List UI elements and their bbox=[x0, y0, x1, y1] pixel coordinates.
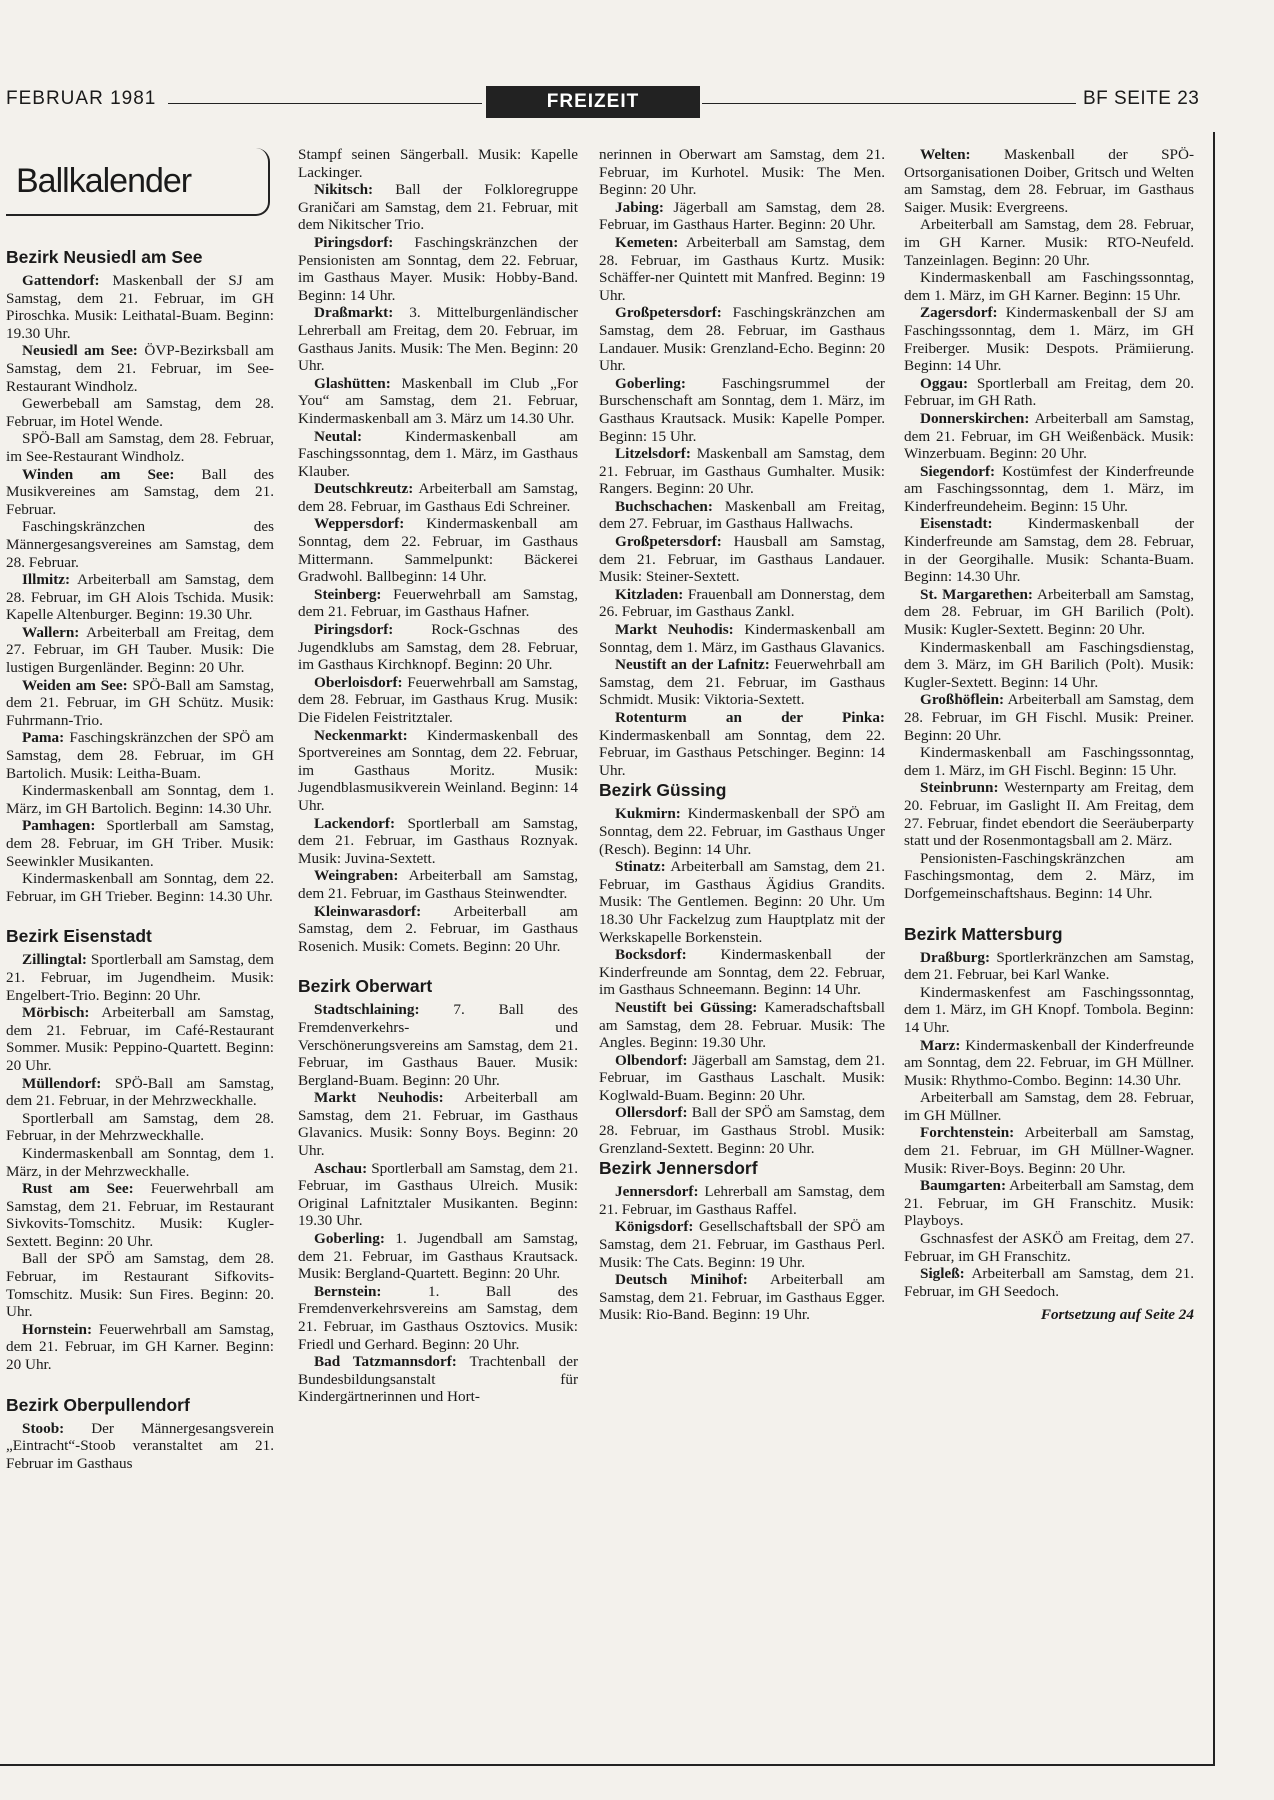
event-details: Kindermaskenfest am Faschingssonntag, dem 1. März, im GH Knopf. Tombola. Beginn: 14 Uhr. bbox=[904, 983, 1194, 1036]
event-details: ÖVP-Bezirksball am Samstag, dem 21. Februar, im See-Restaurant Windholz. bbox=[6, 342, 274, 395]
event-details: Arbeiterball am Samstag, dem 28. Februar, im GH Karner. Musik: RTO-Neufeld. Tanzeinlagen. Beginn: 20 Uhr. bbox=[904, 216, 1194, 269]
event-place: Bernstein: bbox=[314, 1282, 382, 1300]
event-place: Mörbisch: bbox=[22, 1004, 90, 1022]
event-details: Gewerbeball am Samstag, dem 28. Februar, im Hotel Wende. bbox=[6, 395, 274, 430]
event-entry bbox=[298, 586, 578, 621]
column-4 bbox=[904, 146, 1194, 1324]
event-place: Rust am See: bbox=[22, 1180, 134, 1198]
event-place: Aschau: bbox=[314, 1159, 368, 1177]
event-details: Der Männergesangsverein „Eintracht“-Stoob veranstaltet am 21. Februar im Gasthaus bbox=[6, 1419, 274, 1472]
event-details: SPÖ-Ball am Samstag, dem 21. Februar, im GH Schütz. Musik: Fuhrmann-Trio. bbox=[6, 676, 274, 729]
event-place: Weiden am See: bbox=[22, 676, 128, 694]
event-details: Arbeiterball am Samstag, dem 28. Februar, im GH Fischl. Musik: Preiner. Beginn: 20 Uhr. bbox=[904, 691, 1194, 744]
event-place: Stinatz: bbox=[615, 858, 666, 876]
event-details: nerinnen in Oberwart am Samstag, dem 21. Februar, im Kurhotel. Musik: The Men. Beginn: 20 Uhr. bbox=[599, 146, 885, 199]
event-place: Weingraben: bbox=[314, 867, 399, 885]
event-place: Wallern: bbox=[22, 623, 80, 641]
event-details: Kindermaskenball am Sonntag, dem 22. Februar, im GH Trieber. Beginn: 14.30 Uhr. bbox=[6, 870, 274, 905]
event-place: Winden am See: bbox=[22, 465, 175, 483]
event-entry bbox=[599, 586, 885, 621]
event-place: Goberling: bbox=[314, 1230, 385, 1248]
event-entry bbox=[6, 624, 274, 677]
event-entry bbox=[298, 621, 578, 674]
event-place: Zagersdorf: bbox=[920, 304, 998, 322]
event-details: Gschnasfest der ASKÖ am Freitag, dem 27. Februar, im GH Franschitz. bbox=[904, 1230, 1194, 1265]
event-entry bbox=[599, 533, 885, 586]
event-entry bbox=[6, 817, 274, 870]
event-place: Bocksdorf: bbox=[615, 946, 687, 964]
event-details: Sportlerkränzchen am Samstag, dem 21. Februar, bei Karl Wanke. bbox=[904, 948, 1194, 984]
event-details: Arbeiterball am Samstag, dem 21. Februar, im GH Seedoch. bbox=[904, 1265, 1194, 1300]
event-details: Sportlerball am Samstag, dem 21. Februar, im Gasthaus Ulreich. Musik: Original Lafnitztaler Musikanten. Beginn: 19.30 Uhr. bbox=[298, 1159, 578, 1230]
event-place: Goberling: bbox=[615, 374, 686, 392]
event-details: Kindermaskenball am Faschingssonntag, dem 1. März, im GH Karner. Beginn: 15 Uhr. bbox=[904, 269, 1194, 304]
event-entry bbox=[599, 656, 885, 709]
event-details: Kindermaskenball am Sonntag, dem 22. Februar, im Gasthaus Mittermann. Sammelpunkt: Bäckerei Gradwohl. Ballbeginn: 14 Uhr. bbox=[298, 515, 578, 586]
event-place: Steinberg: bbox=[314, 585, 382, 603]
event-details: Sportlerball am Samstag, dem 21. Februar, im Gasthaus Roznyak. Musik: Juvina-Sextett. bbox=[298, 814, 578, 867]
event-entry bbox=[599, 498, 885, 533]
event-entry bbox=[904, 1037, 1194, 1090]
event-details: Arbeiterball am Freitag, dem 27. Februar, im GH Tauber. Musik: Die lustigen Burgenländer. Beginn: 20 Uhr. bbox=[6, 623, 274, 677]
event-entry bbox=[599, 375, 885, 445]
event-entry bbox=[904, 1265, 1194, 1300]
event-details: Ball der SPÖ am Samstag, dem 28. Februar, im Gasthaus Strobl. Musik: Grenzland-Sextett. Beginn: 20 Uhr. bbox=[599, 1104, 885, 1157]
event-place: Hornstein: bbox=[22, 1320, 93, 1338]
event-place: Kemeten: bbox=[615, 233, 679, 251]
event-place: Sigleß: bbox=[920, 1265, 965, 1283]
event-entry bbox=[6, 1145, 274, 1180]
event-place: Oberloisdorf: bbox=[314, 673, 403, 691]
district-heading: Bezirk Jennersdorf bbox=[599, 1158, 758, 1179]
event-details: Pensionisten-Faschingskränzchen am Faschingsmontag, dem 2. März, im Dorfgemeinschaftshaus. Beginn: 14 Uhr. bbox=[904, 849, 1194, 902]
event-details: Faschingsrummel der Burschenschaft am Sonntag, dem 1. März, im Gasthaus Krautsack. Musik: Kapelle Pomper. Beginn: 15 Uhr. bbox=[599, 374, 885, 445]
event-entry bbox=[599, 445, 885, 498]
event-entry bbox=[904, 216, 1194, 269]
event-place: Forchtenstein: bbox=[920, 1124, 1015, 1142]
event-place: Olbendorf: bbox=[615, 1051, 688, 1069]
event-details: 1. Ball des Fremdenverkehrsvereins am Samstag, dem 21. Februar, im Gasthaus Osztovics. Musik: Friedl und Gerhard. Beginn: 20 Uhr. bbox=[298, 1282, 578, 1353]
event-place: Nikitsch: bbox=[314, 181, 374, 199]
event-place: Draßmarkt: bbox=[314, 304, 394, 322]
event-entry bbox=[298, 375, 578, 428]
event-place: Deutsch Minihof: bbox=[615, 1271, 748, 1289]
event-details: Maskenball am Samstag, dem 21. Februar, im Gasthaus Gumhalter. Musik: Rangers. Beginn: 20 Uhr. bbox=[599, 445, 885, 498]
event-place: Kitzladen: bbox=[615, 585, 684, 603]
event-entry bbox=[298, 1353, 578, 1406]
event-entry bbox=[599, 946, 885, 999]
event-entry bbox=[6, 1321, 274, 1374]
event-place: Deutschkreutz: bbox=[314, 480, 414, 498]
event-details: Kindermaskenball der Kinderfreunde am Sonntag, dem 22. Februar, im GH Müllner. Musik: Rhythmo-Combo. Beginn: 14.30 Uhr. bbox=[904, 1036, 1194, 1089]
event-entry bbox=[298, 304, 578, 374]
event-place: Weppersdorf: bbox=[314, 515, 405, 533]
event-entry bbox=[298, 181, 578, 234]
event-details: Maskenball im Club „For You“ am Samstag, dem 21. Februar, Kindermaskenball am 3. März um 14.30 Uhr. bbox=[298, 374, 578, 427]
event-details: Arbeiterball am Samstag, dem 2. Februar, im Gasthaus Rosenich. Musik: Comets. Beginn: 20 Uhr. bbox=[298, 902, 578, 955]
event-entry bbox=[904, 586, 1194, 639]
event-entry bbox=[6, 677, 274, 730]
event-entry bbox=[599, 999, 885, 1052]
event-details: Faschingskränzchen des Männergesangsvereines am Samstag, dem 28. Februar. bbox=[6, 518, 274, 571]
event-details: Kostümfest der Kinderfreunde am Faschingssonntag, dem 1. März, im Kinderfreundeheim. Beginn: 15 Uhr. bbox=[904, 462, 1194, 515]
event-place: Steinbrunn: bbox=[920, 779, 999, 797]
event-details: Trachtenball der Bundesbildungsanstalt für Kindergärtnerinnen und Hort- bbox=[298, 1353, 578, 1406]
column-1 bbox=[6, 246, 274, 1472]
event-details: Arbeiterball am Samstag, dem 21. Februar, im Gasthaus Egger. Musik: Rio-Band. Beginn: 19 Uhr. bbox=[599, 1271, 885, 1324]
event-details: Arbeiterball am Samstag, dem 21. Februar, im Gasthaus Steinwendter. bbox=[298, 867, 578, 902]
event-details: Sportlerball am Samstag, dem 28. Februar, im GH Triber. Musik: Seewinkler Musikanten. bbox=[6, 817, 274, 870]
event-entry bbox=[298, 234, 578, 304]
event-place: Glashütten: bbox=[314, 374, 391, 392]
event-place: Jabing: bbox=[615, 198, 664, 216]
event-entry bbox=[298, 1160, 578, 1230]
event-details: Arbeiterball am Samstag, dem 21. Februar, im GH Weißenbäck. Musik: Winzerbuam. Beginn: 20 Uhr. bbox=[904, 409, 1194, 463]
event-entry bbox=[904, 304, 1194, 374]
event-place: Ollersdorf: bbox=[615, 1104, 688, 1122]
district-heading: Bezirk Güssing bbox=[599, 780, 727, 801]
event-entry bbox=[6, 1075, 274, 1110]
event-entry bbox=[298, 815, 578, 868]
event-entry bbox=[904, 850, 1194, 903]
event-details: Kameradschaftsball am Samstag, dem 28. Februar. Musik: The Angles. Beginn: 19.30 Uhr. bbox=[599, 998, 886, 1052]
event-place: Pamhagen: bbox=[22, 817, 96, 835]
event-entry bbox=[298, 727, 578, 815]
event-details: Ball der SPÖ am Samstag, dem 28. Februar, im Restaurant Sifkovits-Tomschitz. Musik: Sun Fires. Beginn: 20. Uhr. bbox=[6, 1250, 274, 1321]
event-details: Stampf seinen Sängerball. Musik: Kapelle Lackinger. bbox=[298, 146, 578, 181]
event-details: Arbeiterball am Samstag, dem 28. Februar, im GH Alois Tschida. Musik: Kapelle Altenburger. Beginn: 19.30 Uhr. bbox=[6, 571, 274, 624]
spacer bbox=[904, 903, 1194, 923]
event-entry bbox=[599, 199, 885, 234]
event-entry bbox=[904, 1124, 1194, 1177]
event-details: SPÖ-Ball am Samstag, dem 21. Februar, in der Mehrzweckhalle. bbox=[6, 1074, 274, 1110]
event-place: Bad Tatzmannsdorf: bbox=[314, 1353, 457, 1371]
event-entry bbox=[298, 480, 578, 515]
event-place: Draßburg: bbox=[920, 948, 991, 966]
event-entry bbox=[904, 949, 1194, 984]
event-place: Neustift an der Lafnitz: bbox=[615, 656, 770, 674]
event-details: Ball der Folkloregruppe Graničari am Samstag, dem 21. Februar, mit dem Nikitscher Trio. bbox=[298, 181, 578, 234]
event-place: Baumgarten: bbox=[920, 1177, 1007, 1195]
column-3 bbox=[599, 146, 885, 1324]
header-rule-left bbox=[168, 103, 482, 104]
event-details: 1. Jugendball am Samstag, dem 21. Februar, im Gasthaus Krautsack. Musik: Bergland-Quartett. Beginn: 20 Uhr. bbox=[298, 1230, 578, 1283]
event-entry bbox=[599, 304, 885, 374]
event-entry bbox=[599, 805, 885, 858]
event-details: Faschingskränzchen der Pensionisten am Sonntag, dem 22. Februar, im Gasthaus Mayer. Musik: Hobby-Band. Beginn: 14 Uhr. bbox=[298, 233, 578, 304]
event-entry bbox=[904, 463, 1194, 516]
column-2 bbox=[298, 146, 578, 1406]
event-place: Stadtschlaining: bbox=[314, 1001, 420, 1019]
article-title-box bbox=[6, 148, 268, 218]
event-entry bbox=[904, 1089, 1194, 1124]
event-entry bbox=[6, 272, 274, 342]
event-entry bbox=[6, 430, 274, 465]
event-details: Frauenball am Donnerstag, dem 26. Februar, im Gasthaus Zankl. bbox=[599, 585, 885, 621]
event-entry bbox=[6, 342, 274, 395]
event-details: Jägerball am Samstag, dem 28. Februar, im Gasthaus Harter. Beginn: 20 Uhr. bbox=[599, 198, 885, 234]
event-entry bbox=[904, 1177, 1194, 1230]
spacer bbox=[6, 1374, 274, 1394]
event-details: Faschingskränzchen der SPÖ am Samstag, dem 28. Februar, im GH Bartolich. Musik: Leitha-Buam. bbox=[6, 729, 274, 782]
event-entry bbox=[599, 858, 885, 946]
event-details: Rock-Gschnas des Jugendklubs am Samstag, dem 28. Februar, im Gasthaus Kirchknopf. Beginn: 20 Uhr. bbox=[298, 621, 578, 674]
event-details: Kindermaskenball der Kinderfreunde am Sonntag, dem 22. Februar, im Gasthaus Schneemann. Beginn: 14 Uhr. bbox=[599, 946, 885, 999]
event-details: Sportlerball am Samstag, dem 28. Februar, in der Mehrzweckhalle. bbox=[6, 1109, 274, 1145]
event-details: 3. Mittelburgenländischer Lehrerball am Freitag, dem 20. Februar, im Gasthaus Janits. Musik: The Men. Beginn: 20 Uhr. bbox=[298, 304, 578, 375]
event-details: Kindermaskenball der SJ am Faschingssonntag, dem 1. März, im GH Freiberger. Musik: Despots. Prämiierung. Beginn: 14 Uhr. bbox=[904, 304, 1194, 375]
event-place: Gattendorf: bbox=[22, 272, 100, 289]
event-entry bbox=[298, 146, 578, 181]
event-place: Buchschachen: bbox=[615, 497, 713, 515]
event-entry bbox=[6, 1420, 274, 1473]
event-details: Kindermaskenball der Kinderfreunde am Samstag, dem 28. Februar, in der Georgihalle. Musik: Schanta-Buam. Beginn: 14.30 Uhr. bbox=[904, 515, 1194, 586]
event-place: Siegendorf: bbox=[920, 462, 996, 480]
event-place: Neusiedl am See: bbox=[22, 342, 138, 360]
event-details: Jägerball am Samstag, dem 21. Februar, im Gasthaus Laschalt. Musik: Koglwald-Buam. Beginn: 20 Uhr. bbox=[599, 1051, 885, 1104]
event-place: Donnerskirchen: bbox=[920, 409, 1030, 427]
event-details: Feuerwehrball am Samstag, dem 21. Februar, im GH Karner. Beginn: 20 Uhr. bbox=[6, 1320, 274, 1374]
event-details: Westernparty am Freitag, dem 20. Februar, im Gaslight II. Am Freitag, dem 27. Februar, findet ebendort die Seeräuberparty statt und der Rosenmontagsball am 2. März. bbox=[904, 779, 1194, 850]
event-place: Pama: bbox=[22, 729, 65, 747]
event-details: Lehrerball am Samstag, dem 21. Februar, im Gasthaus Raffel. bbox=[599, 1183, 885, 1218]
event-entry bbox=[599, 234, 885, 304]
event-details: Feuerwehrball am Samstag, dem 21. Februar, im Restaurant Sivkovits-Tomschitz. Musik: Kugler-Sextett. Beginn: 20 Uhr. bbox=[6, 1180, 274, 1250]
event-details: Kindermaskenball am Sonntag, dem 1. März, im GH Bartolich. Beginn: 14.30 Uhr. bbox=[6, 782, 274, 817]
event-entry bbox=[599, 1052, 885, 1105]
event-entry bbox=[298, 1230, 578, 1283]
event-entry bbox=[6, 782, 274, 817]
event-details: Arbeiterball am Samstag, dem 28. Februar, im Gasthaus Kurtz. Musik: Schäffer-ner Quintett mit Manfred. Beginn: 19 Uhr. bbox=[599, 233, 885, 304]
event-entry bbox=[599, 1218, 885, 1271]
event-entry bbox=[298, 674, 578, 727]
event-entry bbox=[904, 146, 1194, 216]
event-entry bbox=[6, 466, 274, 519]
event-entry bbox=[6, 1004, 274, 1074]
event-place: Oggau: bbox=[920, 374, 969, 392]
event-place: Eisenstadt: bbox=[920, 515, 993, 533]
event-details: Maskenball der SJ am Samstag, dem 21. Februar, im GH Piroschka. Musik: Leithatal-Buam. Beginn: 19.30 Uhr. bbox=[6, 272, 274, 342]
event-entry bbox=[599, 1271, 885, 1324]
event-place: Großpetersdorf: bbox=[615, 304, 722, 322]
event-details: Arbeiterball am Samstag, dem 28. Februar, im Gasthaus Edi Schreiner. bbox=[298, 480, 578, 515]
event-details: Feuerwehrball am Samstag, dem 28. Februar, im Gasthaus Krug. Musik: Die Fidelen Feistritztaler. bbox=[298, 673, 578, 726]
event-entry bbox=[599, 146, 885, 199]
event-entry bbox=[599, 1104, 885, 1157]
district-heading: Bezirk Eisenstadt bbox=[6, 926, 152, 947]
event-entry bbox=[298, 903, 578, 956]
event-place: Jennersdorf: bbox=[615, 1183, 699, 1201]
event-entry bbox=[904, 984, 1194, 1037]
event-details: Kindermaskenball am Sonntag, dem 1. März, im Gasthaus Glavanics. bbox=[599, 621, 885, 656]
article-title: Ballkalender bbox=[16, 162, 192, 200]
event-entry bbox=[599, 1183, 885, 1218]
event-details: Arbeiterball am Samstag, dem 21. Februar, im GH Franschitz. Musik: Playboys. bbox=[904, 1177, 1194, 1230]
event-details: Arbeiterball am Samstag, dem 28. Februar, im GH Barilich (Polt). Musik: Kugler-Sextett. Beginn: 20 Uhr. bbox=[904, 585, 1194, 639]
event-details: Arbeiterball am Samstag, dem 21. Februar, im Café-Restaurant Sommer. Musik: Peppino-Quartett. Beginn: 20 Uhr. bbox=[6, 1004, 274, 1074]
event-details: Kindermaskenball am Sonntag, dem 22. Februar, im Gasthaus Petschinger. Beginn: 14 Uhr. bbox=[599, 726, 885, 779]
continuation-note: Fortsetzung auf Seite 24 bbox=[1040, 1306, 1194, 1324]
page-header bbox=[0, 86, 1230, 120]
event-place: Lackendorf: bbox=[314, 814, 395, 832]
event-place: Welten: bbox=[920, 146, 971, 163]
event-entry bbox=[298, 867, 578, 902]
event-details: Kindermaskenball des Sportvereines am Sonntag, dem 22. Februar, im Gasthaus Moritz. Musik: Jugendblasmusikverein Weinland. Beginn: 14 Uhr. bbox=[298, 726, 578, 814]
event-entry bbox=[298, 515, 578, 585]
page-number: BF SEITE 23 bbox=[1083, 88, 1200, 109]
district-heading: Bezirk Oberwart bbox=[298, 976, 433, 997]
spacer bbox=[6, 905, 274, 925]
event-entry bbox=[6, 518, 274, 571]
event-place: Großpetersdorf: bbox=[615, 533, 722, 551]
event-entry bbox=[298, 1283, 578, 1353]
event-place: Stoob: bbox=[22, 1419, 65, 1437]
event-place: Piringsdorf: bbox=[314, 233, 394, 251]
event-entry bbox=[904, 779, 1194, 849]
event-entry bbox=[599, 621, 885, 656]
event-entry bbox=[6, 395, 274, 430]
event-details: Arbeiterball am Samstag, dem 21. Februar, im Gasthaus Ägidius Grandits. Musik: The Gentlemen. Beginn: 20 Uhr. Um 18.30 Uhr Fackelzug zum Hauptplatz mit der Werkskapelle Borkenstein. bbox=[599, 858, 885, 946]
event-details: Ball des Musikvereines am Samstag, dem 21. Februar. bbox=[6, 465, 274, 518]
event-place: Zillingtal: bbox=[22, 951, 87, 969]
event-place: Piringsdorf: bbox=[314, 621, 394, 639]
event-entry bbox=[6, 870, 274, 905]
event-entry bbox=[6, 571, 274, 624]
event-details: Feuerwehrball am Samstag, dem 21. Februar, im Gasthaus Schmidt. Musik: Viktoria-Sextett. bbox=[599, 656, 885, 709]
event-entry bbox=[298, 1089, 578, 1159]
event-details: Kindermaskenball am Faschingsdienstag, dem 3. März, im GH Barilich (Polt). Musik: Kugler-Sextett. Beginn: 14 Uhr. bbox=[904, 638, 1194, 691]
event-entry bbox=[6, 1110, 274, 1145]
event-details: Faschingskränzchen am Samstag, dem 28. Februar, im Gasthaus Landauer. Musik: Grenzland-Echo. Beginn: 20 Uhr. bbox=[599, 304, 885, 375]
event-details: Kindermaskenball am Sonntag, dem 1. März, in der Mehrzweckhalle. bbox=[6, 1144, 274, 1180]
event-details: Gesellschaftsball der SPÖ am Samstag, dem 21. Februar, im Gasthaus Perl. Musik: The Cats. Beginn: 19 Uhr. bbox=[599, 1218, 885, 1271]
event-place: Markt Neuhodis: bbox=[615, 621, 734, 639]
event-entry bbox=[6, 1180, 274, 1250]
event-place: Königsdorf: bbox=[615, 1218, 694, 1236]
event-place: Marz: bbox=[920, 1036, 961, 1054]
event-entry bbox=[904, 375, 1194, 410]
district-heading: Bezirk Mattersburg bbox=[904, 923, 1063, 944]
event-place: Rotenturm an der Pinka: bbox=[615, 709, 885, 726]
event-place: Neckenmarkt: bbox=[314, 726, 408, 744]
event-details: Maskenball am Freitag, dem 27. Februar, im Gasthaus Hallwachs. bbox=[599, 497, 885, 533]
event-place: Markt Neuhodis: bbox=[314, 1089, 444, 1107]
event-details: Arbeiterball am Samstag, dem 28. Februar, im GH Müllner. bbox=[904, 1089, 1194, 1124]
event-details: Kindermaskenball am Faschingssonntag, dem 1. März, im Gasthaus Klauber. bbox=[298, 427, 578, 480]
section-rubric: FREIZEIT bbox=[486, 86, 700, 118]
district-heading: Bezirk Neusiedl am See bbox=[6, 247, 203, 267]
event-details: Kindermaskenball der SPÖ am Sonntag, dem 22. Februar, im Gasthaus Unger (Resch). Beginn: 14 Uhr. bbox=[599, 805, 885, 858]
event-entry bbox=[298, 428, 578, 481]
event-entry bbox=[904, 691, 1194, 744]
event-entry bbox=[904, 1230, 1194, 1265]
event-details: Maskenball der SPÖ-Ortsorganisationen Doiber, Gritsch und Welten am Samstag, dem 28. Februar, im Gasthaus Saiger. Musik: Evergreens. bbox=[904, 146, 1194, 216]
event-details: Sportlerball am Samstag, dem 21. Februar, im Jugendheim. Musik: Engelbert-Trio. Beginn: 20 Uhr. bbox=[6, 951, 274, 1004]
event-place: Neutal: bbox=[314, 427, 363, 445]
event-entry bbox=[6, 1250, 274, 1320]
event-place: Kleinwarasdorf: bbox=[314, 902, 422, 920]
event-entry bbox=[6, 729, 274, 782]
event-details: Feuerwehrball am Samstag, dem 21. Februar, im Gasthaus Hafner. bbox=[298, 585, 578, 621]
event-details: SPÖ-Ball am Samstag, dem 28. Februar, im See-Restaurant Windholz. bbox=[6, 430, 274, 465]
issue-date: FEBRUAR 1981 bbox=[6, 88, 157, 109]
event-entry bbox=[298, 1001, 578, 1089]
event-entry bbox=[904, 410, 1194, 463]
event-entry bbox=[904, 269, 1194, 304]
event-place: Müllendorf: bbox=[22, 1074, 102, 1092]
event-entry bbox=[904, 515, 1194, 585]
event-details: 7. Ball des Fremdenverkehrs- und Verschönerungsvereins am Samstag, dem 21. Februar, im Gasthaus Bauer. Musik: Bergland-Buam. Beginn: 20 Uhr. bbox=[298, 1001, 578, 1089]
event-place: Großhöflein: bbox=[920, 691, 1005, 709]
spacer bbox=[298, 955, 578, 975]
event-details: Arbeiterball am Samstag, dem 21. Februar, im GH Müllner-Wagner. Musik: River-Boys. Beginn: 20 Uhr. bbox=[904, 1124, 1194, 1177]
event-place: Illmitz: bbox=[22, 571, 71, 589]
event-entry bbox=[904, 639, 1194, 692]
event-place: St. Margarethen: bbox=[920, 585, 1033, 603]
event-entry bbox=[599, 709, 885, 779]
event-place: Litzelsdorf: bbox=[615, 445, 691, 463]
event-place: Neustift bei Güssing: bbox=[615, 998, 758, 1016]
event-place: Kukmirn: bbox=[615, 805, 681, 823]
header-rule-right bbox=[702, 103, 1076, 104]
event-details: Arbeiterball am Samstag, dem 21. Februar, im Gasthaus Glavanics. Musik: Sonny Boys. Beginn: 20 Uhr. bbox=[298, 1089, 578, 1160]
event-details: Sportlerball am Freitag, dem 20. Februar, im GH Rath. bbox=[904, 374, 1194, 410]
event-details: Kindermaskenball am Faschingssonntag, dem 1. März, im GH Fischl. Beginn: 15 Uhr. bbox=[904, 744, 1194, 779]
district-heading: Bezirk Oberpullendorf bbox=[6, 1394, 190, 1415]
event-details: Hausball am Samstag, dem 21. Februar, im Gasthaus Landauer. Musik: Steiner-Sextett. bbox=[599, 533, 885, 586]
event-entry bbox=[6, 951, 274, 1004]
event-entry bbox=[904, 744, 1194, 779]
